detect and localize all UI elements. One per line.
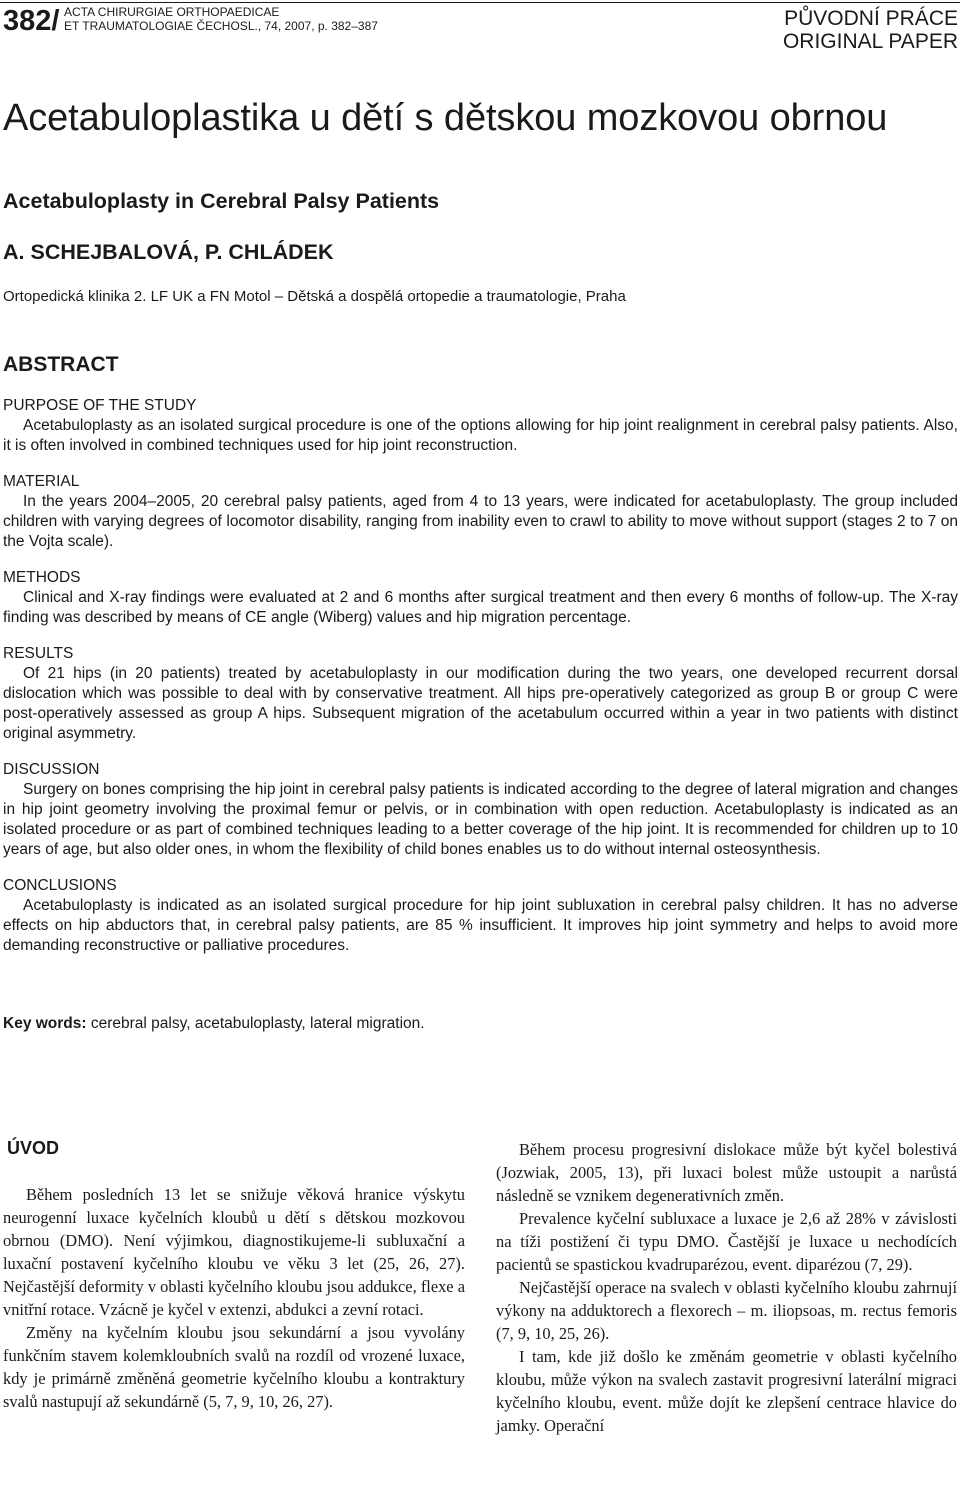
abstract-section-methods	[3, 568, 958, 628]
running-header	[0, 0, 960, 53]
paper-type-english: ORIGINAL PAPER	[782, 30, 958, 53]
section-text: Of 21 hips (in 20 patients) treated by acetabuloplasty in our modification during the two years, one developed recurrent dorsal dislocation which was possible to deal with by conservative treatment. All hips pre-operatively categorized as group B or group C were post-operatively assessed as group A hips. Subsequent migration of the acetabulum occurred within a year in two patients with distinct original asymmetry.	[3, 665, 958, 742]
keywords-label: Key words:	[3, 1015, 87, 1032]
page-number: 382/	[3, 5, 60, 37]
journal-line-2: ET TRAUMATOLOGIAE ČECHOSL., 74, 2007, p. 382–387	[64, 19, 378, 33]
intro-heading: ÚVOD	[7, 1138, 60, 1158]
authors: A. SCHEJBALOVÁ, P. CHLÁDEK	[3, 240, 334, 264]
section-heading: RESULTS	[3, 645, 74, 662]
paper-type-czech: PŮVODNÍ PRÁCE	[784, 7, 958, 30]
abstract-heading: ABSTRACT	[3, 353, 119, 376]
section-text: Clinical and X-ray findings were evaluated at 2 and 6 months after surgical treatment and then every 6 months of follow-up. The X-ray finding was described by means of CE angle (Wiberg) values and hip migration percentage.	[3, 589, 958, 626]
affiliation: Ortopedická klinika 2. LF UK a FN Motol – Dětská a dospělá ortopedie a traumatologie, Praha	[3, 288, 626, 305]
body-paragraph: Změny na kyčelním kloubu jsou sekundární a jsou vyvolány funkčním stavem kolemkloubních svalů na rozdíl od vrozené luxace, kdy je primárně změněná geometrie kyčelního kloubu a kontraktury svalů nastupují až sekundárně (5, 7, 9, 10, 26, 27).	[3, 1323, 465, 1411]
journal-line-1: ACTA CHIRURGIAE ORTHOPAEDICAE	[64, 5, 280, 19]
body-column-left	[3, 1135, 465, 1413]
paper-type	[783, 7, 958, 53]
keywords	[3, 1014, 425, 1034]
body-paragraph: Během procesu progresivní dislokace může být kyčel bolestivá (Jozwiak, 2005, 13), při luxaci bolest může ustoupit a narůstá následně se vznikem degenerativních změn.	[496, 1140, 957, 1205]
section-text: In the years 2004–2005, 20 cerebral palsy patients, aged from 4 to 13 years, were indicated for acetabuloplasty. The group included children with varying degrees of locomotor disability, ranging from inability even to crawl to ability to move without support (stages 2 to 7 on the Vojta scale).	[3, 493, 958, 550]
section-heading: CONCLUSIONS	[3, 877, 117, 894]
header-rule	[0, 2, 960, 3]
section-heading: PURPOSE OF THE STUDY	[3, 397, 197, 414]
abstract-section-material	[3, 472, 958, 552]
article-subtitle: Acetabuloplasty in Cerebral Palsy Patients	[3, 189, 440, 213]
section-text: Acetabuloplasty as an isolated surgical procedure is one of the options allowing for hip joint realignment in cerebral palsy patients. Also, it is often involved in combined techniques used for hip joint reconstruction.	[3, 417, 958, 454]
abstract-section-conclusions	[3, 876, 958, 956]
article-title: Acetabuloplastika u dětí s dětskou mozkovou obrnou	[3, 97, 888, 139]
body-column-right	[496, 1138, 957, 1437]
body-paragraph: I tam, kde již došlo ke změnám geometrie v oblasti kyčelního kloubu, může výkon na svalech zastavit progresivní laterální migraci kyčelního kloubu, event. může dojít ke zlepšení centrace hlavice do jamky. Operační	[496, 1347, 957, 1435]
abstract-section-purpose	[3, 396, 958, 456]
abstract-section-discussion	[3, 760, 958, 860]
abstract-body	[3, 396, 958, 972]
section-text: Surgery on bones comprising the hip joint in cerebral palsy patients is indicated according to the degree of lateral migration and changes in hip joint geometry involving the proximal femur or pelvis, or in combination with open reduction. Acetabuloplasty is indicated as an isolated procedure or as part of combined techniques leading to a better coverage of the hip joint. It is recommended for children up to 10 years of age, but also older ones, in whom the flexibility of child bones enables us to do without internal osteosynthesis.	[3, 781, 958, 858]
section-text: Acetabuloplasty is indicated as an isolated surgical procedure for hip joint subluxation in cerebral palsy children. It has no adverse effects on hip abductors that, in cerebral palsy patients, are 85 % insufficient. It improves hip joint symmetry and helps to avoid more demanding reconstructive or palliative procedures.	[3, 897, 958, 954]
body-paragraph: Během posledních 13 let se snižuje věková hranice výskytu neurogenní luxace kyčelních kloubů u dětí s dětskou mozkovou obrnou (DMO). Není výjimkou, diagnostikujeme-li subluxační a luxační postavení kyčelního kloubu ve věku 3 let (25, 26, 27). Nejčastější deformity v oblasti kyčelního kloubu jsou addukce, flexe a vnitřní rotace. Vzácně je kyčel v extenzi, abdukci a zevní rotaci.	[3, 1185, 465, 1319]
section-heading: MATERIAL	[3, 473, 80, 490]
body-paragraph: Prevalence kyčelní subluxace a luxace je 2,6 až 28% v závislosti na tíži postižení či typu DMO. Častější je luxace u nechodících pacientů se spastickou kvadruparézou, event. diparézou (7, 29).	[496, 1209, 957, 1274]
body-paragraph: Nejčastější operace na svalech v oblasti kyčelního kloubu zahrnují výkony na adduktorech a flexorech – m. iliopsoas, m. rectus femoris (7, 9, 10, 25, 26).	[496, 1278, 957, 1343]
section-heading: METHODS	[3, 569, 81, 586]
journal-citation	[64, 5, 378, 33]
keywords-text: cerebral palsy, acetabuloplasty, lateral migration.	[90, 1015, 425, 1032]
section-heading: DISCUSSION	[3, 761, 100, 778]
abstract-section-results	[3, 644, 958, 744]
